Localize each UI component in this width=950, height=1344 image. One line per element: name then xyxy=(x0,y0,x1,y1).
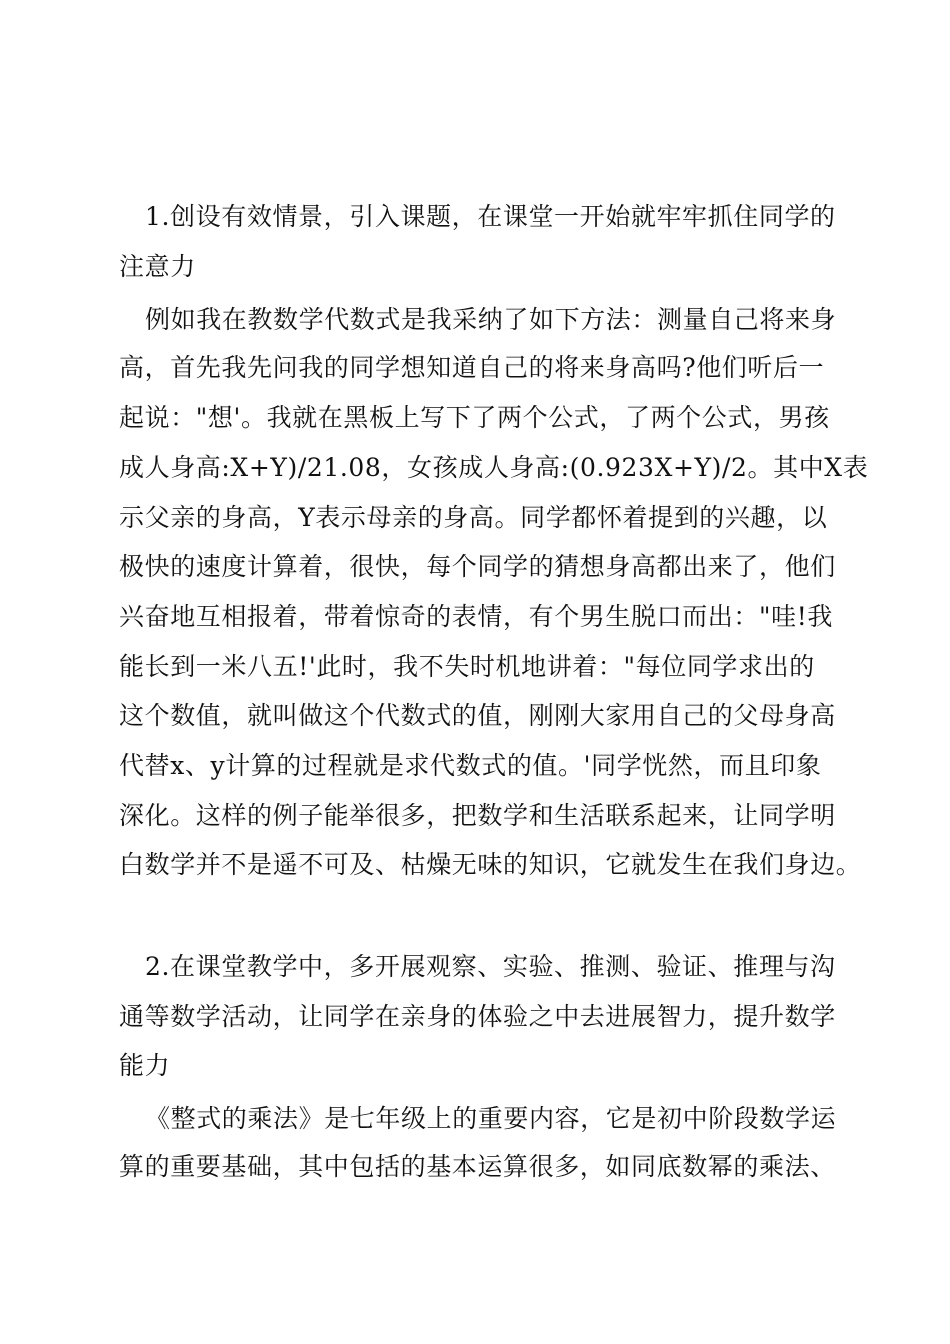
section-1-body-line-5: 示父亲的身高，Y表示母亲的身高。同学都怀着提到的兴趣，以 xyxy=(119,503,828,532)
section-1-body-line-8: 能长到一米八五!'此时，我不失时机地讲着："每位同学求出的 xyxy=(119,652,815,681)
section-1-body-line-7: 兴奋地互相报着，带着惊奇的表情，有个男生脱口而出："哇!我 xyxy=(119,602,833,631)
section-1-heading-line-1: 1.创设有效情景，引入课题，在课堂一开始就牢牢抓住同学的 xyxy=(145,202,836,231)
section-1-body-line-10: 代替x、y计算的过程就是求代数式的值。'同学恍然，而且印象 xyxy=(119,751,822,780)
section-2-body-line-2: 算的重要基础，其中包括的基本运算很多，如同底数幂的乘法、 xyxy=(119,1152,836,1181)
section-1-body-line-12: 白数学并不是遥不可及、枯燥无味的知识，它就发生在我们身边。 xyxy=(119,850,862,879)
section-2-body-line-1: 《整式的乘法》是七年级上的重要内容，它是初中阶段数学运 xyxy=(145,1104,837,1133)
section-2-heading-line-3: 能力 xyxy=(119,1051,171,1080)
section-1-body-line-2: 高，首先我先问我的同学想知道自己的将来身高吗?他们听后一 xyxy=(119,353,825,382)
section-1-body-line-11: 深化。这样的例子能举很多，把数学和生活联系起来，让同学明 xyxy=(119,801,836,830)
section-1-body-line-4: 成人身高:X+Y)/21.08，女孩成人身高:(0.923X+Y)/2。其中X表 xyxy=(119,453,869,482)
section-1-body-line-6: 极快的速度计算着，很快，每个同学的猜想身高都出来了，他们 xyxy=(119,552,836,581)
section-1-body-line-9: 这个数值，就叫做这个代数式的值，刚刚大家用自己的父母身高 xyxy=(119,701,836,730)
section-1-body-line-1: 例如我在教数学代数式是我采纳了如下方法：测量自己将来身 xyxy=(145,305,837,334)
section-2-heading-line-1: 2.在课堂教学中，多开展观察、实验、推测、验证、推理与沟 xyxy=(145,952,836,981)
section-2-heading-line-2: 通等数学活动，让同学在亲身的体验之中去进展智力，提升数学 xyxy=(119,1002,836,1031)
section-1-heading-line-2: 注意力 xyxy=(119,252,196,281)
section-1-body-line-3: 起说："想'。我就在黑板上写下了两个公式，了两个公式，男孩 xyxy=(119,403,830,432)
